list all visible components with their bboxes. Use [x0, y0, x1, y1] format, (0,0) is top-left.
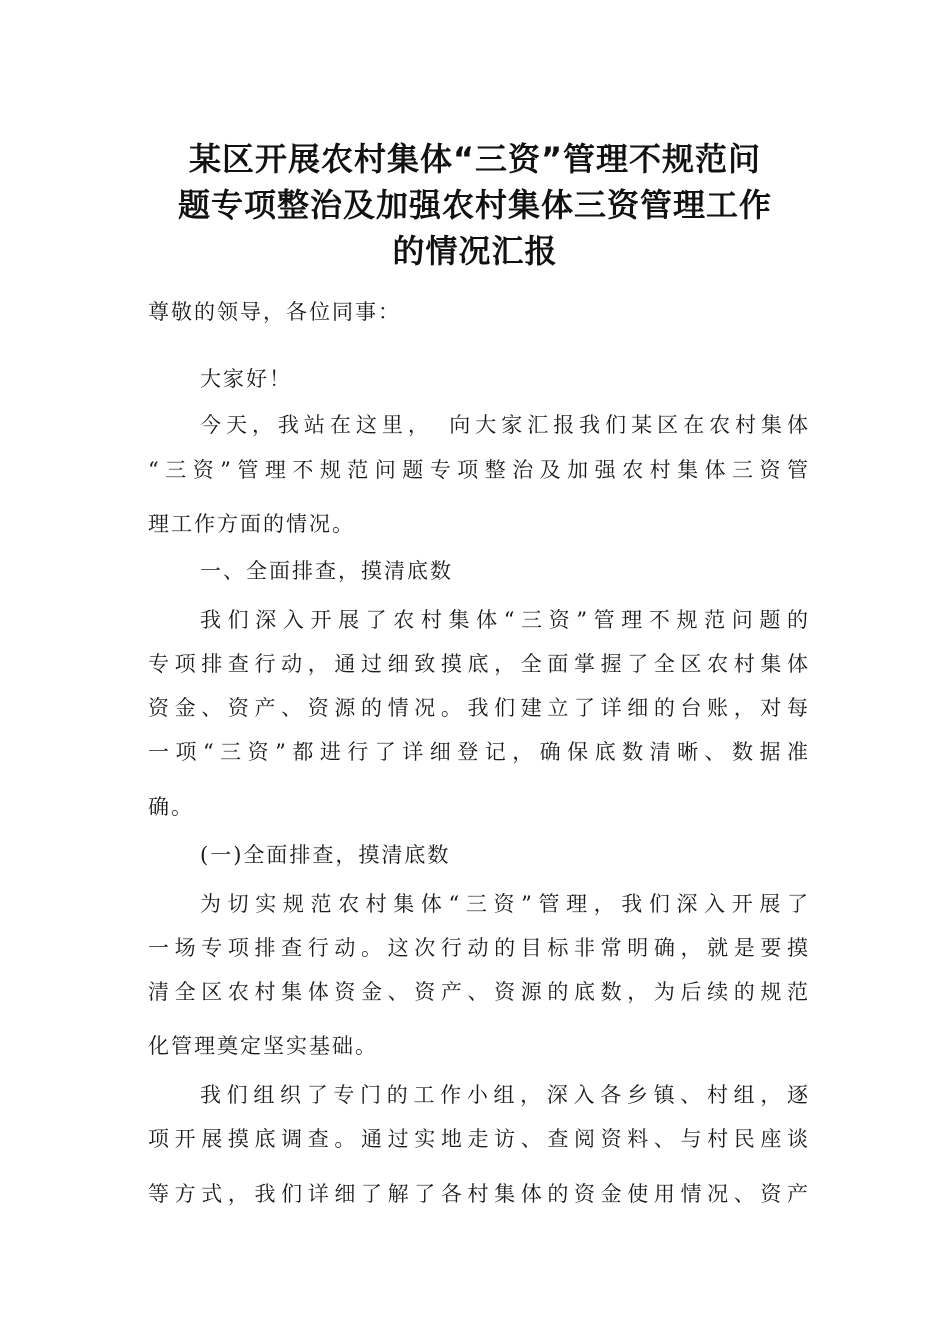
title-line-1: 某区开展农村集体“三资”管理不规范问	[188, 140, 762, 178]
title-line-2: 题专项整治及加强农村集体三资管理工作	[177, 186, 772, 224]
paragraph-line: 专项排查行动，通过细致摸底，全面掌握了全区农村集体	[148, 652, 808, 676]
document-title	[150, 136, 800, 274]
subsection-heading: (一)全面排查，摸清底数	[200, 843, 451, 867]
paragraph-line: “三资”管理不规范问题专项整治及加强农村集体三资管	[148, 458, 808, 482]
paragraph-line: 我们深入开展了农村集体“三资”管理不规范问题的	[200, 608, 808, 632]
greeting-line: 大家好！	[200, 367, 292, 391]
paragraph-line: 我们组织了专门的工作小组，深入各乡镇、村组，逐	[200, 1083, 808, 1107]
salutation: 尊敬的领导，各位同事：	[148, 300, 401, 324]
paragraph-line: 一场专项排查行动。这次行动的目标非常明确，就是要摸	[148, 936, 808, 960]
paragraph-line: 化管理奠定坚实基础。	[148, 1034, 378, 1058]
paragraph-line: 确。	[148, 795, 194, 819]
paragraph-line: 清全区农村集体资金、资产、资源的底数，为后续的规范	[148, 980, 808, 1004]
paragraph-line: 理工作方面的情况。	[148, 512, 355, 536]
paragraph-line: 为切实规范农村集体“三资”管理，我们深入开展了	[200, 892, 808, 916]
paragraph-line: 资金、资产、资源的情况。我们建立了详细的台账，对每	[148, 696, 808, 720]
paragraph-line: 今天，我站在这里， 向大家汇报我们某区在农村集体	[200, 413, 808, 437]
paragraph-line: 项开展摸底调查。通过实地走访、查阅资料、与村民座谈	[148, 1127, 808, 1151]
paragraph-line: 一项“三资”都进行了详细登记，确保底数清晰、数据准	[148, 740, 808, 764]
section-heading: 一、全面排查，摸清底数	[200, 559, 453, 583]
paragraph-line: 等方式，我们详细了解了各村集体的资金使用情况、资产	[148, 1182, 808, 1206]
title-line-3: 的情况汇报	[392, 232, 558, 270]
